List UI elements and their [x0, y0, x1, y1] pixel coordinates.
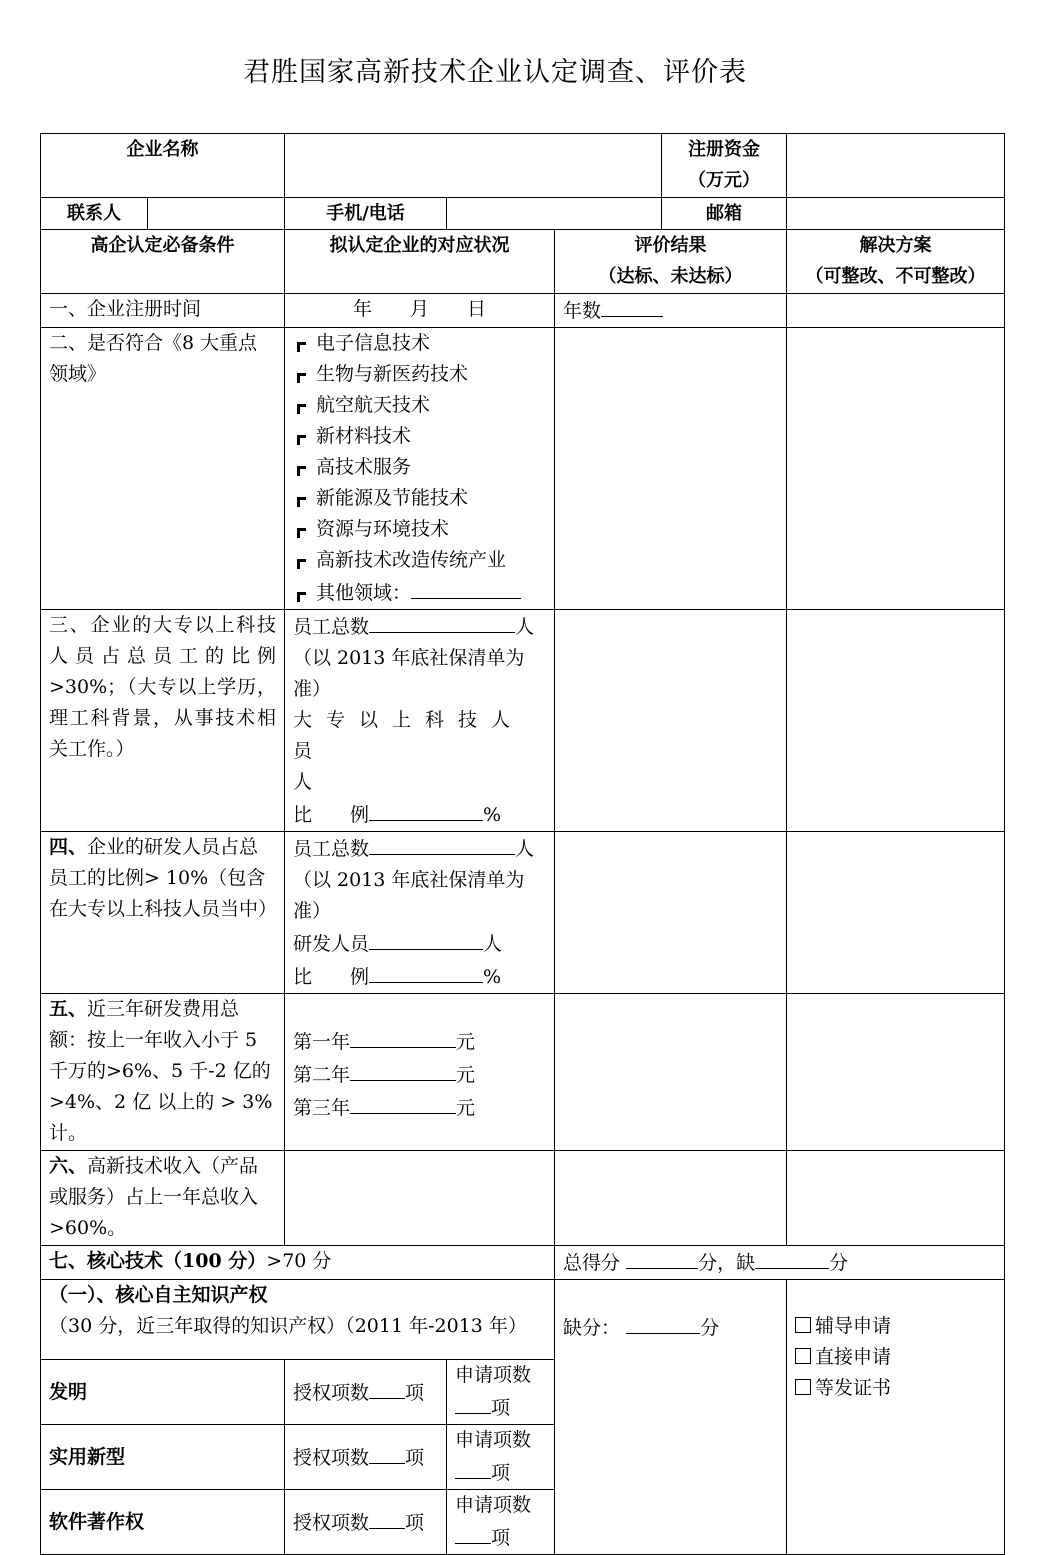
- ip-options: [787, 1280, 1005, 1555]
- contact-label: 联系人: [41, 198, 148, 230]
- capital-label: 注册资金 （万元）: [662, 134, 787, 198]
- software-applied[interactable]: 申请项数项: [447, 1490, 555, 1555]
- row2-result[interactable]: [555, 328, 787, 610]
- page-title: 君胜国家高新技术企业认定调查、评价表: [243, 57, 747, 88]
- ip-type-utility: 实用新型: [41, 1425, 285, 1490]
- col-result-header: 评价结果 （达标、未达标）: [555, 230, 787, 294]
- row6-label: 六、高新技术收入（产品或服务）占上一年总收入>60%。: [41, 1151, 285, 1246]
- row2-label: 二、是否符合《8 大重点领域》: [41, 328, 285, 610]
- utility-applied[interactable]: 申请项数项: [447, 1425, 555, 1490]
- contact-field[interactable]: [148, 198, 285, 230]
- field-option[interactable]: 高新技术改造传统产业: [293, 545, 546, 576]
- row4-solution[interactable]: [787, 832, 1005, 994]
- row1-solution[interactable]: [787, 294, 1005, 328]
- field-option[interactable]: 新能源及节能技术: [293, 483, 546, 514]
- checkbox-icon: [795, 1379, 811, 1395]
- col-status-header: 拟认定企业的对应状况: [285, 230, 555, 294]
- checkbox-icon: [297, 435, 306, 445]
- field-option[interactable]: 生物与新医药技术: [293, 359, 546, 390]
- row5-label: 五、近三年研发费用总额：按上一年收入小于 5 千万的>6%、5 千-2 亿的>4%、2 亿 以上的 > 3%计。: [41, 994, 285, 1151]
- software-granted[interactable]: 授权项数 项: [285, 1490, 447, 1555]
- email-label: 邮箱: [662, 198, 787, 230]
- checkbox-icon: [297, 404, 306, 414]
- field-option[interactable]: 其他领域：: [293, 576, 546, 609]
- row4-label: 四、企业的研发人员占总员工的比例> 10%（包含在大专以上科技人员当中）: [41, 832, 285, 994]
- field-option[interactable]: 资源与环境技术: [293, 514, 546, 545]
- field-option[interactable]: 新材料技术: [293, 421, 546, 452]
- row2-solution[interactable]: [787, 328, 1005, 610]
- row4-result[interactable]: [555, 832, 787, 994]
- phone-label: 手机/电话: [285, 198, 447, 230]
- checkbox-icon: [795, 1348, 811, 1364]
- row4-status: 员工总数 人 （以 2013 年底社保清单为准） 研发人员 人 比 例 %: [285, 832, 555, 994]
- company-name-label: 企业名称: [41, 134, 285, 198]
- capital-field[interactable]: [787, 134, 1005, 198]
- row5-status: 第一年 元 第二年 元 第三年 元: [285, 994, 555, 1151]
- row5-solution[interactable]: [787, 994, 1005, 1151]
- row3-solution[interactable]: [787, 610, 1005, 832]
- field-option[interactable]: 航空航天技术: [293, 390, 546, 421]
- checkbox-icon: [297, 528, 306, 538]
- company-name-field[interactable]: [285, 134, 662, 198]
- row6-solution[interactable]: [787, 1151, 1005, 1246]
- checkbox-icon: [297, 373, 306, 383]
- years-cell: 年数: [555, 294, 787, 328]
- row3-label: 三、企业的大专以上科技人员占总员工的比例>30%；（大专以上学历，理工科背景，从事技术相关工作。）: [41, 610, 285, 832]
- row6-status[interactable]: [285, 1151, 555, 1246]
- col-conditions-header: 高企认定必备条件: [41, 230, 285, 294]
- option-coaching[interactable]: 辅导申请: [795, 1311, 996, 1342]
- option-direct[interactable]: 直接申请: [795, 1342, 996, 1373]
- row3-result[interactable]: [555, 610, 787, 832]
- row6-result[interactable]: [555, 1151, 787, 1246]
- option-waiting-cert[interactable]: 等发证书: [795, 1373, 996, 1404]
- checkbox-icon: [795, 1317, 811, 1333]
- checkbox-icon: [297, 592, 306, 602]
- col-solution-header: 解决方案 （可整改、不可整改）: [787, 230, 1005, 294]
- row5-result[interactable]: [555, 994, 787, 1151]
- row7-label: 七、核心技术（100 分）>70 分: [41, 1246, 555, 1280]
- registration-date-field[interactable]: 年 月 日: [285, 294, 555, 328]
- invention-granted[interactable]: 授权项数 项: [285, 1360, 447, 1425]
- utility-granted[interactable]: 授权项数 项: [285, 1425, 447, 1490]
- field-option[interactable]: 电子信息技术: [293, 328, 546, 359]
- email-field[interactable]: [787, 198, 1005, 230]
- checkbox-icon: [297, 466, 306, 476]
- ip-type-software: 软件著作权: [41, 1490, 285, 1555]
- invention-applied[interactable]: 申请项数项: [447, 1360, 555, 1425]
- ip-header: （一）、核心自主知识产权 （30 分，近三年取得的知识产权）（2011 年-2013 年）: [41, 1280, 555, 1360]
- checkbox-icon: [297, 497, 306, 507]
- phone-field[interactable]: [447, 198, 662, 230]
- total-score-cell: 总得分 分，缺 分: [555, 1246, 1005, 1280]
- row3-status: 员工总数 人 （以 2013 年底社保清单为准） 大专以上科技人员 人 比 例 %: [285, 610, 555, 832]
- evaluation-table: [40, 133, 1005, 1555]
- field-option[interactable]: 高技术服务: [293, 452, 546, 483]
- checkbox-icon: [297, 342, 306, 352]
- field-options: [285, 328, 555, 610]
- row1-label: 一、企业注册时间: [41, 294, 285, 328]
- checkbox-icon: [297, 559, 306, 569]
- ip-lack-cell: 缺分： 分: [555, 1280, 787, 1555]
- ip-type-invention: 发明: [41, 1360, 285, 1425]
